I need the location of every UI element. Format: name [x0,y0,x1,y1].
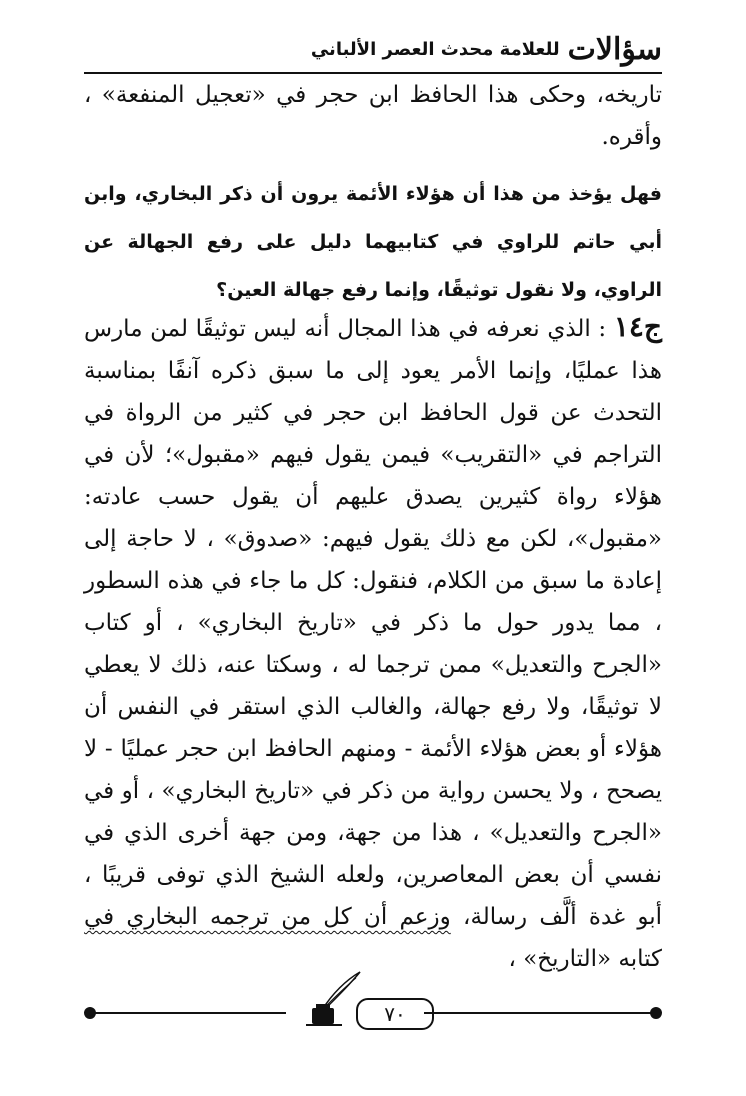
answer-text-end: كتابه «التاريخ» ، [508,946,662,972]
footer-line-right [424,1012,656,1014]
inkwell-quill-icon [302,970,362,1026]
footer-line-left [90,1012,286,1014]
answer-label: ج١٤ [613,310,662,343]
book-subtitle: للعلامة محدث العصر الألباني [310,38,560,60]
answer-paragraph [84,306,662,980]
intro-paragraph: تاريخه، وحكى هذا الحافظ ابن حجر في «تعجيل المنفعة» ، وأقره. [84,82,662,150]
answer-text: : الذي نعرفه في هذا المجال أنه ليس توثيقًا لمن مارس هذا عمليًا، وإنما الأمر يعود إلى ما سبق ذكره آنفًا بمناسبة التحدث عن قول الحافظ ابن حجر في كثير من الرواة في التراجم في «التقريب» فيمن يقول فيهم «مقبول»؛ لأن في هؤلاء رواة كثيرين يصدق عليهم أن يقول حسب عادته: «مقبول»، لكن مع ذلك يقول فيهم: «صدوق» ، لا حاجة إلى إعادة ما سبق من الكلام، فنقول: كل ما جاء في هذه السطور ، مما يدور حول ما ذكر في «تاريخ البخاري» ، أو كتاب «الجرح والتعديل» ممن ترجما له ، وسكتا عنه، ذلك لا يعطي لا توثيقًا، ولا رفع جهالة، والغالب الذي استقر في النفس أن هؤلاء أو بعض هؤلاء الأئمة - ومنهم الحافظ ابن حجر عمليًا - لا يصحح ، ولا يحسن رواية من ذكر في «تاريخ البخاري» ، أو في «الجرح والتعديل» ، هذا من جهة، ومن جهة أخرى الذي في نفسي أن بعض المعاصرين، ولعله الشيخ الذي توفى قريبًا ، أبو غدة ألَّف رسالة، [84,316,662,930]
page-footer [84,996,662,1032]
question-paragraph: فهل يؤخذ من هذا أن هؤلاء الأئمة يرون أن ذكر البخاري، وابن أبي حاتم للراوي في كتابيهما دليل على رفع الجهالة عن الراوي، ولا نقول توثيقًا، وإنما رفع جهالة العين؟ [84,183,662,301]
page-header [84,28,662,70]
underlined-text: وزعم أن كل من ترجمه البخاري في [84,904,451,930]
book-title-logo: سؤالات [567,31,662,67]
page-number: ٧٠ [356,998,434,1030]
footer-dot-right [650,1007,662,1019]
